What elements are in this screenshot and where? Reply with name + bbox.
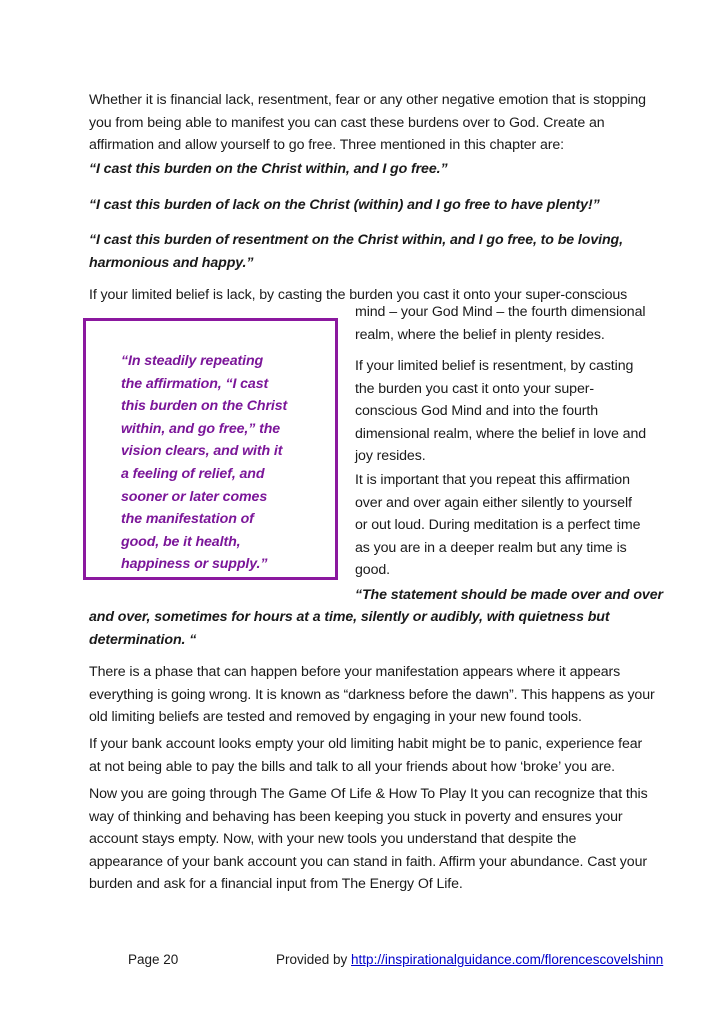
text-line: determination. “: [89, 631, 197, 648]
pullquote-line: good, be it health,: [121, 533, 241, 550]
text-line: appearance of your bank account you can stand in faith. Affirm your abundance. Cast your: [89, 853, 648, 870]
text-line: the burden you cast it onto your super-: [355, 380, 595, 397]
text-line: as you are in a deeper realm but any time is: [355, 539, 627, 556]
page-number: Page 20: [128, 952, 179, 967]
text-line: and over, sometimes for hours at a time, silently or audibly, with quietness but: [89, 609, 610, 625]
text-line: “I cast this burden of resentment on the Christ within, and I go free, to be loving,: [89, 232, 623, 248]
text-line: old limiting beliefs are tested and removed by engaging in your new found tools.: [89, 709, 582, 726]
pullquote-line: a feeling of relief, and: [121, 465, 265, 482]
intro-paragraph: [89, 89, 646, 157]
text-line: or out loud. During meditation is a perfect time: [355, 517, 641, 534]
text-line: Whether it is financial lack, resentment, fear or any other negative emotion that is stopping: [89, 92, 646, 108]
pullquote-line: vision clears, and with it: [121, 443, 283, 460]
repeat-paragraph: [355, 469, 640, 582]
resentment-paragraph: [355, 355, 646, 468]
statement-quote-continued: [89, 606, 609, 651]
affirmation-quote-3: [89, 229, 623, 274]
pullquote-line: the affirmation, “I cast: [121, 375, 269, 392]
statement-quote-first-line: [355, 584, 663, 607]
text-line: realm, where the belief in plenty resides.: [355, 326, 605, 343]
provided-by-label: Provided by: [276, 952, 352, 967]
affirmation-quote-2: [89, 194, 600, 217]
text-line: It is important that you repeat this affirmation: [355, 472, 630, 488]
text-line: Now you are going through The Game Of Life & How To Play It you can recognize that this: [89, 786, 648, 802]
pullquote-line: the manifestation of: [121, 511, 254, 528]
pullquote-line: “In steadily repeating: [121, 353, 264, 369]
text-line: everything is going wrong. It is known as “darkness before the dawn”. This happens as your: [89, 686, 655, 703]
text-line: over and over again either silently to yourself: [355, 494, 632, 511]
affirmation-quote-1: [89, 158, 447, 181]
text-line: “I cast this burden of lack on the Christ (within) and I go free to have plenty!”: [89, 197, 600, 213]
text-line: burden and ask for a financial input from The Energy Of Life.: [89, 876, 463, 893]
text-line: conscious God Mind and into the fourth: [355, 403, 599, 420]
text-line: you from being able to manifest you can cast these burdens over to God. Create an: [89, 114, 605, 131]
pullquote-line: within, and go free,” the: [121, 420, 281, 437]
text-line: way of thinking and behaving has been keeping you stuck in poverty and ensures your: [89, 808, 623, 825]
text-line: There is a phase that can happen before your manifestation appears where it appears: [89, 664, 621, 680]
text-line: at not being able to pay the bills and talk to all your friends about how ‘broke’ you are.: [89, 758, 615, 775]
text-line: good.: [355, 562, 391, 579]
text-line: “I cast this burden on the Christ within, and I go free.”: [89, 161, 448, 177]
pullquote-text: [121, 350, 331, 576]
text-line: affirmation and allow yourself to go free. Three mentioned in this chapter are:: [89, 137, 565, 154]
phase-paragraph: [89, 661, 655, 729]
text-line: If your limited belief is resentment, by casting: [355, 358, 634, 374]
pullquote-line: sooner or later comes: [121, 488, 268, 505]
text-line: If your limited belief is lack, by casting the burden you cast it onto your super-conscious: [89, 287, 628, 303]
text-line: account stays empty. Now, with your new tools you understand that despite the: [89, 831, 577, 848]
lack-paragraph-continued: [355, 301, 645, 346]
text-line: If your bank account looks empty your old limiting habit might be to panic, experience fear: [89, 736, 643, 752]
source-link[interactable]: http://inspirationalguidance.com/florencescovelshinn: [351, 952, 664, 967]
game-paragraph: [89, 783, 648, 896]
bank-paragraph: [89, 733, 642, 778]
text-line: joy resides.: [355, 448, 426, 465]
pullquote-line: this burden on the Christ: [121, 398, 288, 415]
text-line: dimensional realm, where the belief in love and: [355, 425, 647, 442]
text-line: harmonious and happy.”: [89, 254, 254, 271]
pullquote-line: happiness or supply.”: [121, 556, 268, 573]
text-line: mind – your God Mind – the fourth dimensional: [355, 304, 646, 320]
footer-attribution: [276, 951, 663, 969]
text-line: “The statement should be made over and over: [355, 587, 663, 603]
